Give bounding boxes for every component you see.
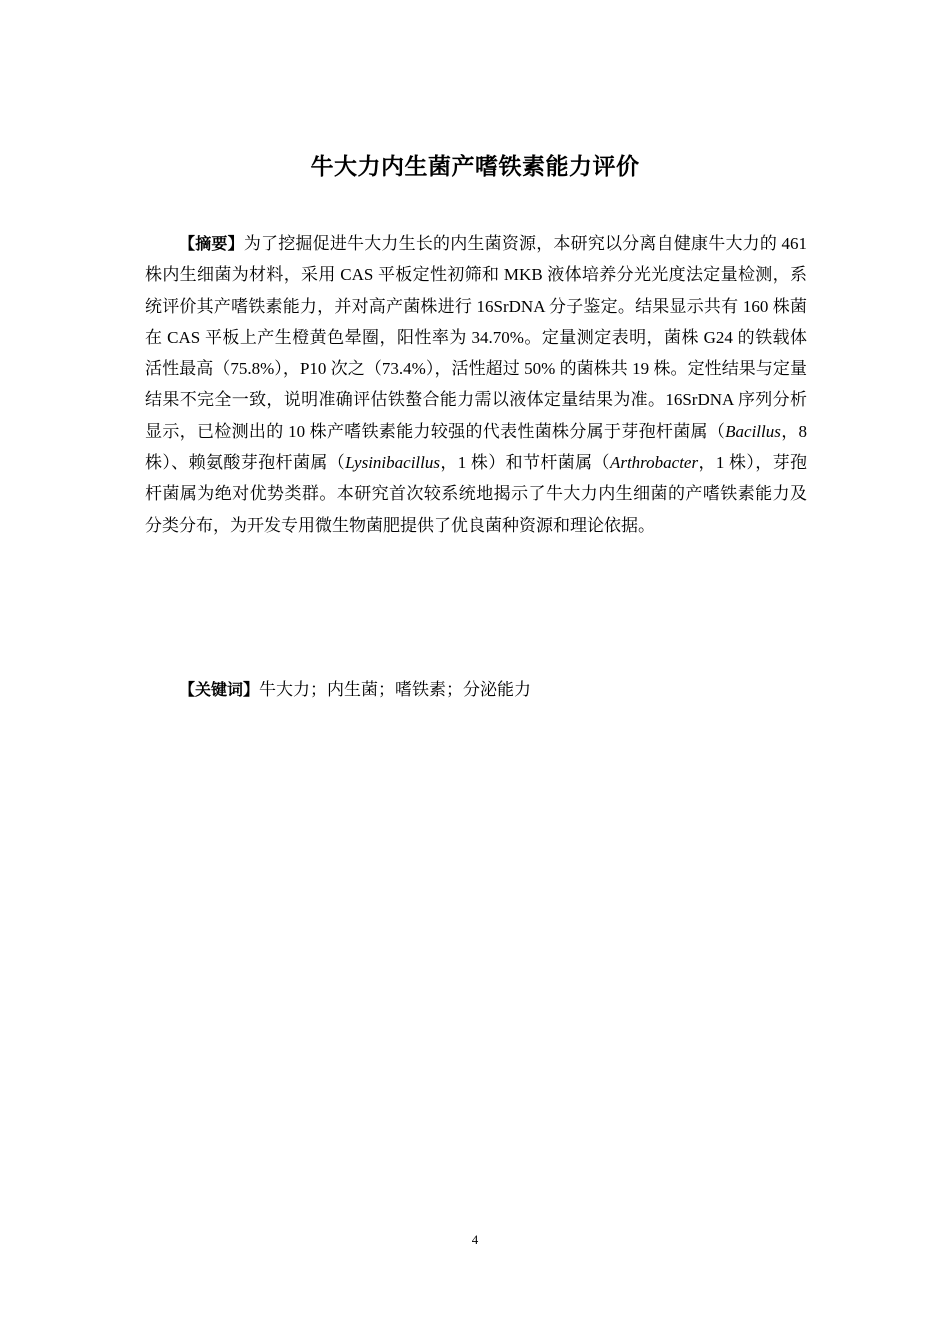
paper-title: 牛大力内生菌产嗜铁素能力评价 xyxy=(310,154,640,180)
keywords-line xyxy=(145,674,807,705)
page-number: 4 xyxy=(471,1232,479,1247)
abstract-text-part-4: ，1 株），芽孢杆菌属为绝对优势类群。本研究首次较系统地揭示了牛大力内生细菌的产嗜铁素能力及分类分布，为开发专用微生物菌肥提供了优良菌种资源和理论依据。 xyxy=(145,453,808,535)
genus-arthrobacter: Arthrobacter xyxy=(609,453,699,473)
abstract-paragraph xyxy=(145,228,807,541)
abstract-text-part-1: 为了挖掘促进牛大力生长的内生菌资源，本研究以分离自健康牛大力的 461 株内生细菌为材料，采用 CAS 平板定性初筛和 MKB 液体培养分光光度法定量检测，系统评价其产嗜铁素能力，并对高产菌株进行 16SrDNA 分子鉴定。结果显示共有 160 株菌在 CAS 平板上产生橙黄色晕圈，阳性率为 34.70%。定量测定表明，菌株 G24 的铁载体活性最高（75.8%），P10 次之（73.4%），活性超过 50% 的菌株共 19 株。定性结果与定量结果不完全一致，说明准确评估铁螯合能力需以液体定量结果为准。16SrDNA 序列分析显示，已检测出的 10 株产嗜铁素能力较强的代表性菌株分属于芽孢杆菌属（ xyxy=(145,234,807,441)
keywords-text: 牛大力；内生菌；嗜铁素；分泌能力 xyxy=(259,680,532,699)
abstract-text-part-2: ，8 株）、赖氨酸芽孢杆菌属（ xyxy=(145,421,808,473)
genus-bacillus: Bacillus xyxy=(725,421,781,441)
genus-lysinibacillus: Lysinibacillus xyxy=(345,453,440,473)
abstract-label: 【摘要】 xyxy=(179,234,244,253)
keywords-label: 【关键词】 xyxy=(179,680,260,699)
abstract-text-part-3: ，1 株）和节杆菌属（ xyxy=(439,453,610,473)
